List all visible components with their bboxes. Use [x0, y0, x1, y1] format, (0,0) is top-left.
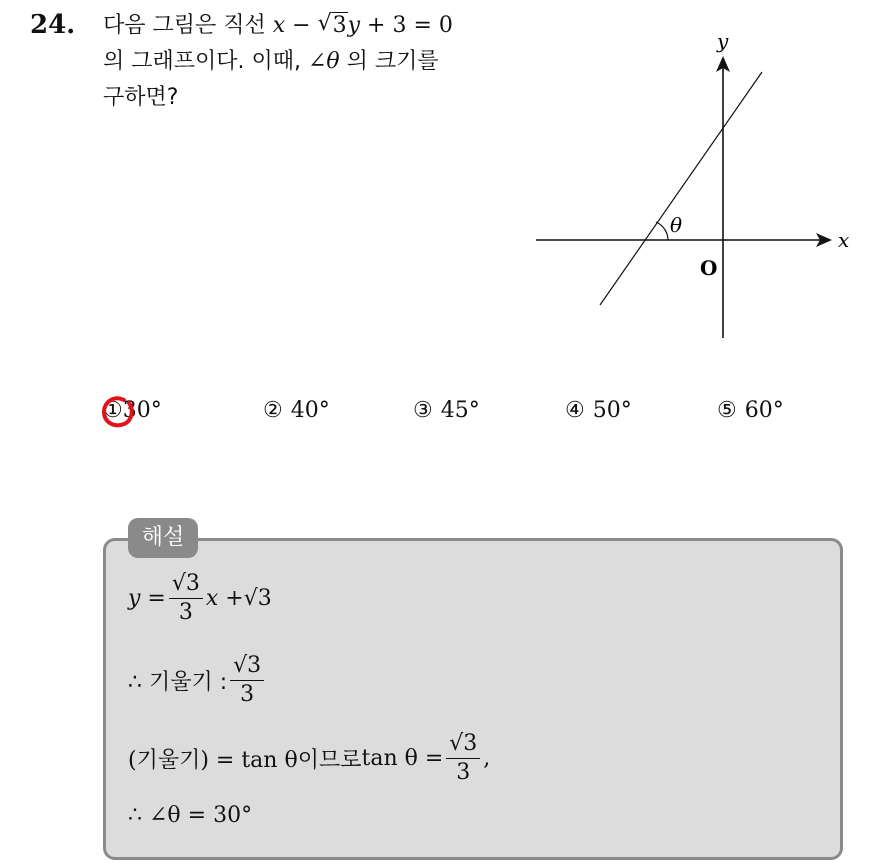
choice-5-value: 60°: [744, 398, 784, 423]
choice-3[interactable]: [413, 398, 480, 423]
equation-sqrt-arg: 3: [332, 13, 347, 38]
choice-2-value: 40°: [290, 398, 330, 423]
question-line-1: [103, 8, 523, 44]
question-line-2: [103, 44, 523, 80]
origin-label: O: [700, 256, 718, 280]
solution-box: [103, 538, 843, 860]
fraction-denominator: 3: [178, 600, 193, 625]
fraction: [446, 731, 480, 786]
choice-3-marker: ③: [413, 398, 433, 423]
solution-tab: 해설: [128, 518, 198, 558]
question-line2-text: 의 그래프이다. 이때,: [103, 49, 308, 74]
choice-1-value: 30°: [122, 398, 162, 423]
equation-y: y: [347, 13, 361, 38]
solution-line1-lhs: y =: [128, 586, 166, 611]
question-text: [103, 8, 523, 116]
solution-line-2: [128, 653, 267, 708]
x-axis-label: x: [838, 228, 850, 252]
question-line2-end: 의 크기를: [339, 49, 439, 74]
question-line-3: 구하면?: [103, 85, 179, 110]
solution-line3-korean: 이므로: [297, 748, 362, 773]
solution-line3-prefix: (기울기) = tan θ: [128, 748, 298, 773]
choice-1-marker: ①: [103, 398, 123, 423]
choice-2[interactable]: [263, 398, 330, 423]
fraction-numerator: √3: [169, 571, 203, 599]
equation-minus: −: [285, 13, 318, 38]
selection-circle: [100, 394, 136, 430]
fraction-denominator: 3: [456, 760, 471, 785]
solution-line-4: [128, 803, 252, 828]
choice-3-value: 45°: [440, 398, 480, 423]
solution-line3-mid: tan θ =: [361, 746, 444, 771]
choice-4-marker: ④: [565, 398, 585, 423]
choice-4-value: 50°: [592, 398, 632, 423]
fraction: [230, 653, 264, 708]
problem-number: 24.: [30, 10, 76, 40]
choice-5[interactable]: [717, 398, 784, 423]
solution-line-3: [128, 731, 490, 786]
question-prefix: 다음 그림은 직선: [103, 13, 273, 38]
choice-2-marker: ②: [263, 398, 283, 423]
angle-label: θ: [670, 213, 683, 237]
equation-rest: + 3 = 0: [360, 13, 453, 38]
equation-sqrt: [318, 8, 348, 44]
y-axis-label: y: [717, 29, 729, 53]
fraction-numerator: √3: [446, 731, 480, 759]
line-graph: [520, 20, 860, 350]
solution-line1-tail: √3: [243, 586, 272, 611]
graph-line: [600, 72, 762, 305]
choice-5-marker: ⑤: [717, 398, 737, 423]
solution-line2-prefix: ∴ 기울기 :: [128, 670, 228, 695]
choice-4[interactable]: [565, 398, 632, 423]
angle-symbol: ∠θ: [307, 49, 340, 74]
angle-arc: [656, 222, 668, 240]
fraction: [169, 571, 203, 626]
equation-x: x: [272, 13, 286, 38]
solution-line1-mid: x +: [205, 586, 244, 611]
answer-choices: [103, 398, 823, 438]
solution-line3-suffix: ,: [483, 746, 491, 771]
fraction-denominator: 3: [240, 682, 255, 707]
solution-line4-text: ∴ ∠θ = 30°: [128, 803, 253, 828]
choice-1[interactable]: [103, 398, 162, 423]
fraction-numerator: √3: [230, 653, 264, 681]
solution-line-1: [128, 571, 272, 626]
